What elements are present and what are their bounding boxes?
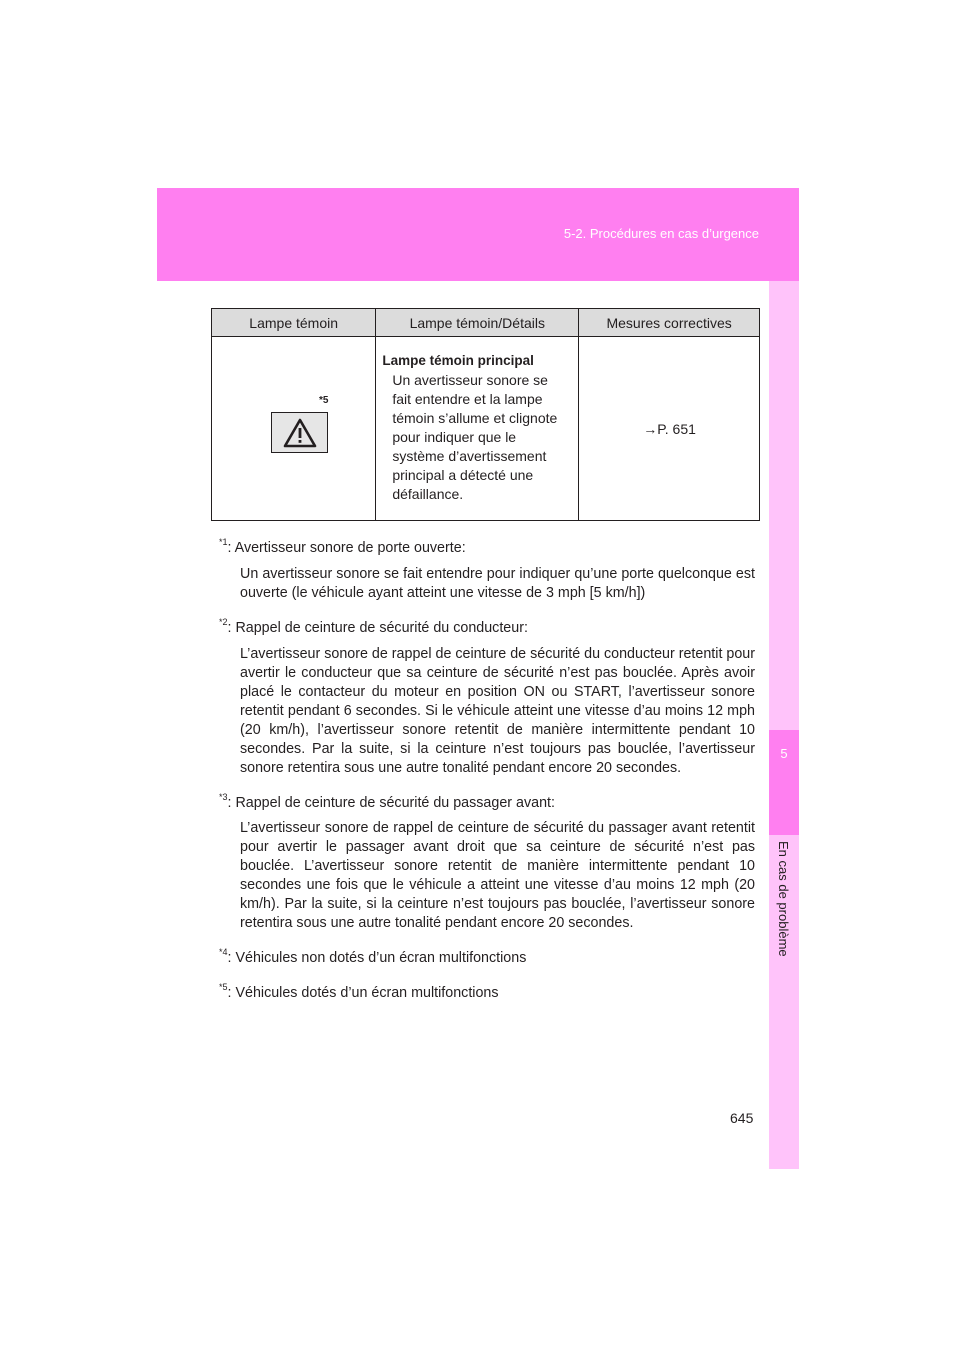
footnote-title: : Véhicules dotés d’un écran multifonctions <box>227 984 499 1001</box>
section-header <box>157 188 799 281</box>
warning-table <box>211 308 760 521</box>
detail-title: Lampe témoin principal <box>382 353 534 368</box>
lamp-cell <box>212 337 376 521</box>
footnote-marker: *4 <box>219 947 228 958</box>
footnote-3 <box>219 789 755 934</box>
chapter-side-strip <box>769 281 799 1169</box>
column-header-lamp: Lampe témoin <box>212 309 376 337</box>
footnote-title: : Rappel de ceinture de sécurité du passager avant: <box>227 794 555 811</box>
page-number: 645 <box>730 1110 754 1126</box>
column-header-action: Mesures correctives <box>579 309 760 337</box>
footnote-body: L’avertisseur sonore de rappel de ceinture de sécurité du conducteur retentit pour avertir le conducteur que sa ceinture de sécurité n’est pas bouclée. Après avoir placé le contacteur du moteur en position ON ou START, l’avertisseur sonore retentit pendant 6 secondes. Si le véhicule atteint une vitesse d’au moins 12 mph (20 km/h), l’avertisseur sonore retentit de manière intermittente pendant 10 secondes. Par la suite, si la ceinture n’est toujours pas bouclée, l’avertisseur sonore retentira sous une autre tonalité pendant encore 20 secondes. <box>240 645 756 776</box>
footnote-4 <box>219 944 755 968</box>
footnote-marker: *5 <box>319 395 329 406</box>
footnote-title: : Rappel de ceinture de sécurité du conducteur: <box>227 619 528 636</box>
footnote-title: : Avertisseur sonore de porte ouverte: <box>227 539 466 556</box>
chapter-tab <box>769 730 799 835</box>
footnote-1 <box>219 534 755 603</box>
detail-body: Un avertisseur sonore se fait entendre et la lampe témoin s’allume et clignote pour indiquer que le système d’avertissement principal a détecté une défaillance. <box>392 372 558 502</box>
column-header-details: Lampe témoin/Détails <box>376 309 579 337</box>
table-row <box>212 337 760 521</box>
master-warning-triangle-icon <box>271 412 328 453</box>
footnote-title: : Véhicules non dotés d’un écran multifonctions <box>227 950 527 967</box>
footnote-marker: *3 <box>219 791 228 802</box>
footnote-marker: *2 <box>219 616 228 627</box>
section-title: 5-2. Procédures en cas d’urgence <box>563 226 759 241</box>
footnote-2 <box>219 614 755 778</box>
chapter-title: En cas de problème <box>776 841 791 957</box>
footnote-marker: *1 <box>219 537 228 547</box>
action-cell[interactable] <box>579 337 760 521</box>
details-cell <box>376 337 579 521</box>
footnotes <box>219 534 755 1014</box>
table-header-row <box>212 309 760 337</box>
page-reference-link[interactable]: →P. 651 <box>643 420 696 437</box>
footnote-body: Un avertisseur sonore se fait entendre pour indiquer qu’une porte quelconque est ouverte (le véhicule ayant atteint une vitesse de 3 mph [5 km/h]) <box>240 565 755 601</box>
footnote-marker: *5 <box>219 982 228 993</box>
chapter-number: 5 <box>780 746 788 761</box>
footnote-body: L’avertisseur sonore de rappel de ceinture de sécurité du passager avant retentit pour avertir le passager avant droit que sa ceinture de sécurité n’est pas bouclée. L’avertisseur sonore retentit de manière intermittente pendant 10 secondes une fois que le véhicule a atteint une vitesse d’au moins 12 mph (20 km/h). Par la suite, si la ceinture n’est toujours pas bouclée, l’avertisseur sonore retentira sous une autre tonalité pendant encore 20 secondes. <box>240 820 755 932</box>
footnote-5 <box>219 979 755 1003</box>
